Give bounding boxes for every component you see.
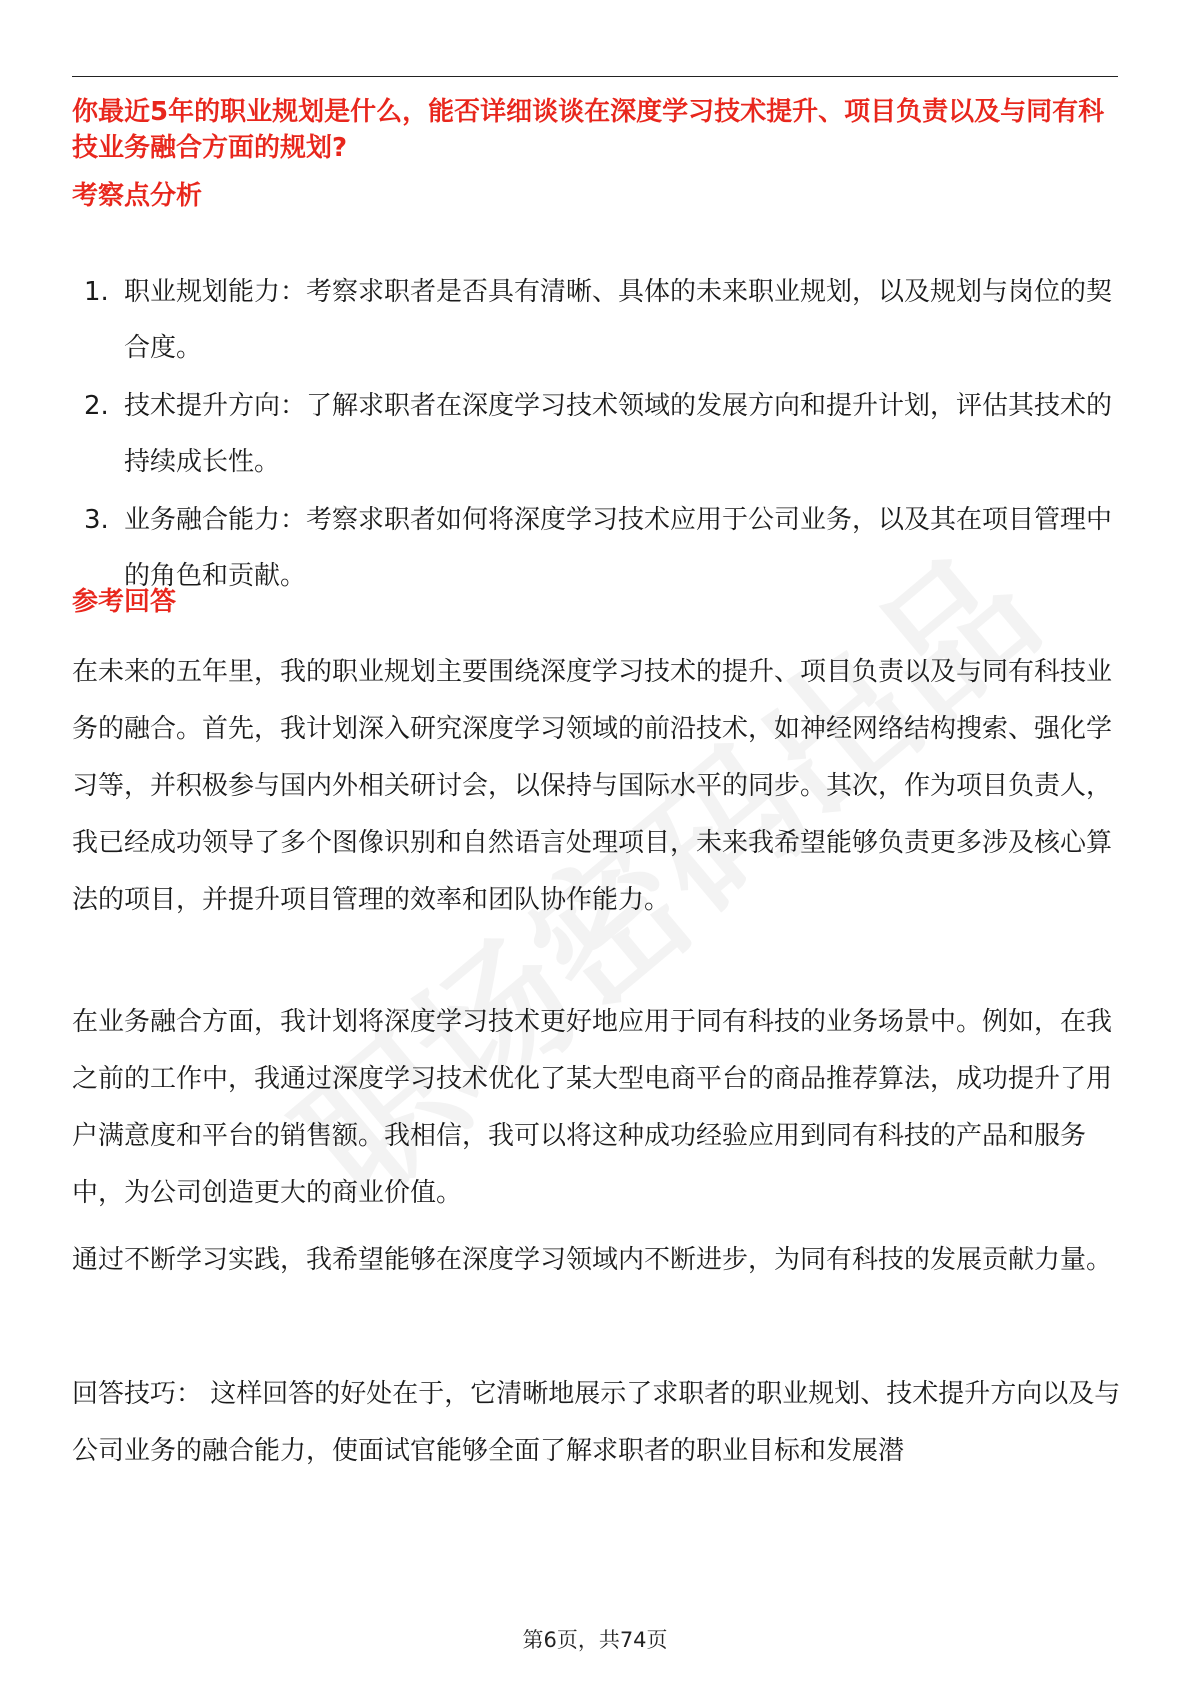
analysis-point <box>84 378 1124 490</box>
answer-paragraph: 通过不断学习实践，我希望能够在深度学习领域内不断进步，为同有科技的发展贡献力量。 <box>72 1245 1113 1275</box>
analysis-title: 考察点分析 <box>72 181 203 211</box>
answer-tip: 回答技巧： 这样回答的好处在于，它清晰地展示了求职者的职业规划、技术提升方向以及与公司业务的融合能力，使面试官能够全面了解求职者的职业目标和发展潜 <box>72 1379 1121 1466</box>
point-text: 技术提升方向：了解求职者在深度学习技术领域的发展方向和提升计划，评估其技术的持续成长性。 <box>124 391 1113 477</box>
point-number: 3. <box>84 505 109 535</box>
analysis-point <box>84 264 1124 376</box>
question-heading: 你最近5年的职业规划是什么，能否详细谈谈在深度学习技术提升、项目负责以及与同有科技业务融合方面的规划? <box>72 97 1105 163</box>
point-number: 2. <box>84 391 109 421</box>
point-number: 1. <box>84 277 109 307</box>
answer-paragraph: 在未来的五年里，我的职业规划主要围绕深度学习技术的提升、项目负责以及与同有科技业务的融合。首先，我计划深入研究深度学习领域的前沿技术，如神经网络结构搜索、强化学习等，并积极参与国内外相关研讨会，以保持与国际水平的同步。其次，作为项目负责人，我已经成功领导了多个图像识别和自然语言处理项目，未来我希望能够负责更多涉及核心算法的项目，并提升项目管理的效率和团队协作能力。 <box>72 657 1113 915</box>
answer-title: 参考回答 <box>72 587 177 617</box>
point-text: 业务融合能力：考察求职者如何将深度学习技术应用于公司业务，以及其在项目管理中的角色和贡献。 <box>124 505 1113 591</box>
analysis-points <box>84 264 1124 606</box>
header-rule <box>72 76 1118 77</box>
point-text: 职业规划能力：考察求职者是否具有清晰、具体的未来职业规划，以及规划与岗位的契合度。 <box>124 277 1113 363</box>
analysis-point <box>84 492 1124 604</box>
page-footer: 第6页，共74页 <box>522 1628 668 1652</box>
answer-paragraph: 在业务融合方面，我计划将深度学习技术更好地应用于同有科技的业务场景中。例如，在我之前的工作中，我通过深度学习技术优化了某大型电商平台的商品推荐算法，成功提升了用户满意度和平台的销售额。我相信，我可以将这种成功经验应用到同有科技的产品和服务中，为公司创造更大的商业价值。 <box>72 1007 1113 1208</box>
